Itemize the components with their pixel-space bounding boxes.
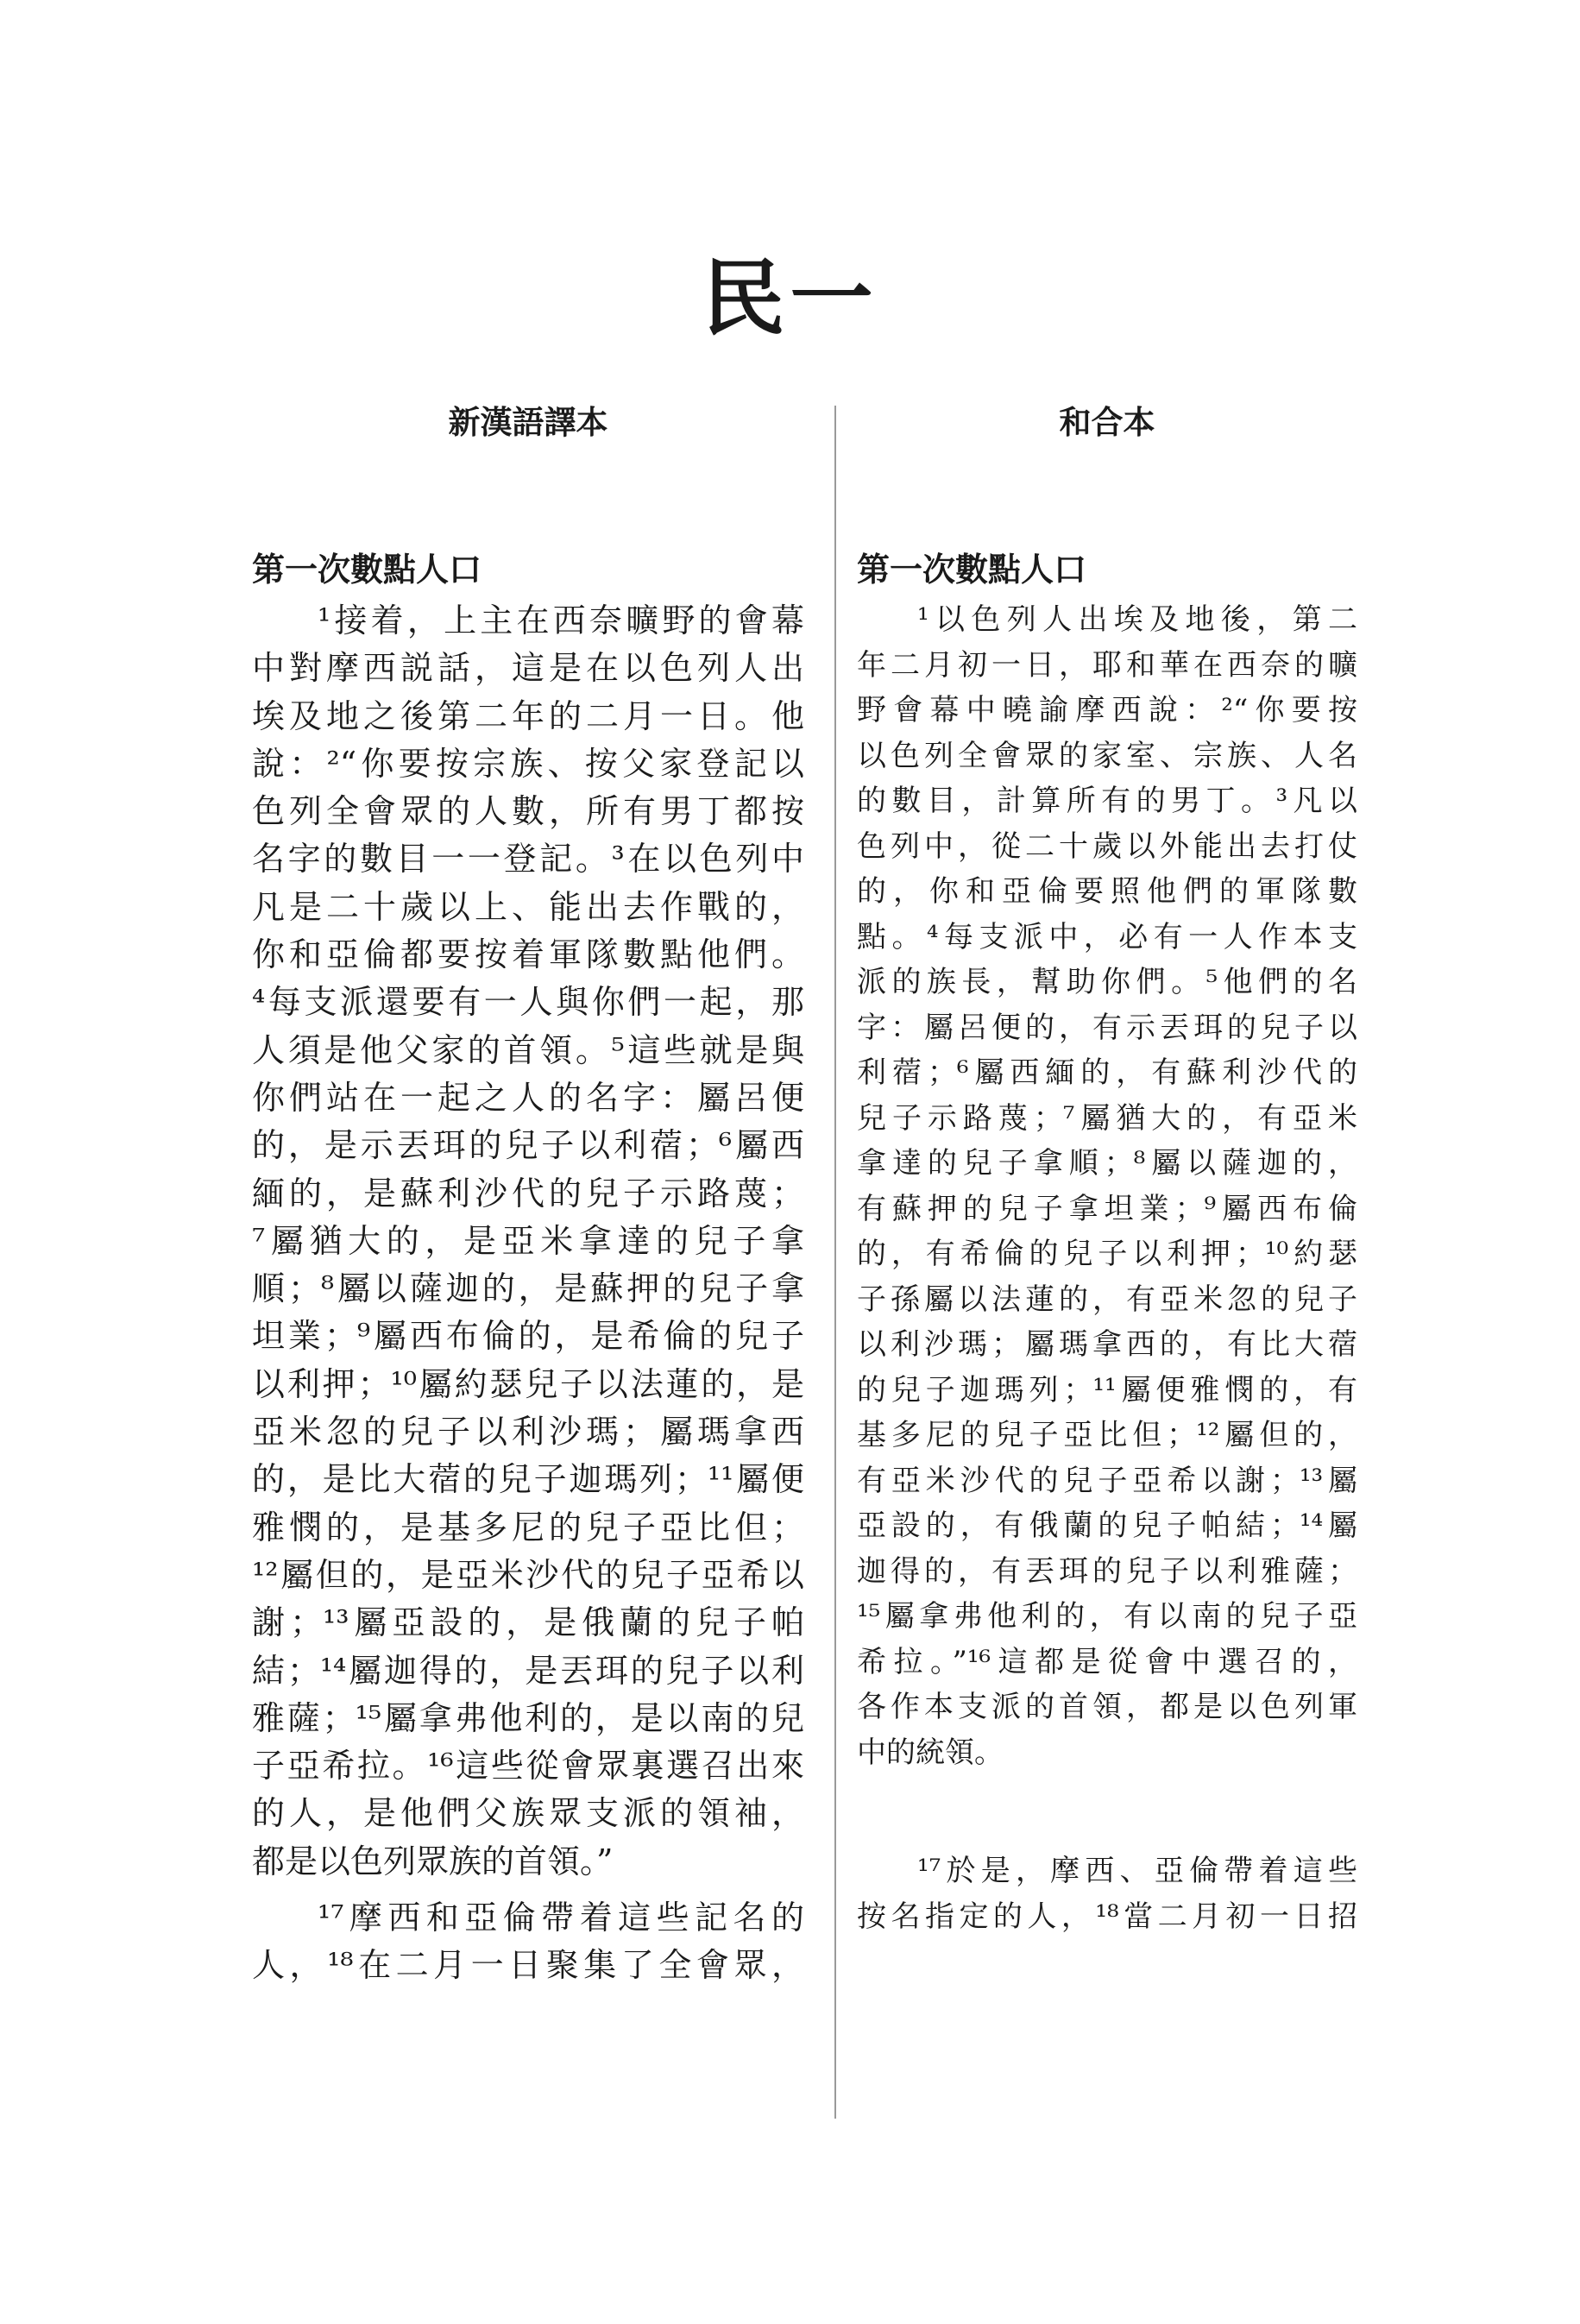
text-line: 順；⁸屬以薩迦的，是蘇押的兒子拿	[252, 1269, 804, 1308]
right-section-heading: 第一次數點人口	[857, 551, 1087, 589]
text-line: ¹以色列人出埃及地後，第二	[917, 602, 1357, 637]
text-line: 有亞米沙代的兒子亞希以謝；¹³屬	[857, 1463, 1357, 1498]
text-line: 人須是他父家的首領。⁵這些就是與	[252, 1030, 804, 1069]
text-line: 有蘇押的兒子拿坦業；⁹屬西布倫	[857, 1191, 1357, 1226]
text-line: 你們站在一起之人的名字：屬呂便	[252, 1078, 804, 1117]
text-line: 年二月初一日，耶和華在西奈的曠	[857, 647, 1357, 683]
left-text-body	[252, 597, 804, 1990]
text-line: 迦得的，有丟珥的兒子以利雅薩；	[857, 1553, 1357, 1589]
text-line: 以利沙瑪；屬瑪拿西的，有比大蓿	[857, 1327, 1357, 1362]
text-line: 緬的，是蘇利沙代的兒子示路蔑；	[252, 1174, 804, 1212]
text-line: 埃及地之後第二年的二月一日。他	[252, 696, 804, 735]
right-text-body	[857, 597, 1357, 1939]
text-line: 按名指定的人，¹⁸當二月初一日招	[857, 1899, 1357, 1934]
text-line: 色列中，從二十歲以外能出去打仗	[857, 828, 1357, 864]
text-line: ¹接着，上主在西奈曠野的會幕	[318, 601, 804, 639]
text-line: 亞米忽的兒子以利沙瑪；屬瑪拿西	[252, 1413, 804, 1452]
text-line: 兒子示路蔑；⁷屬猶大的，有亞米	[857, 1100, 1357, 1136]
left-column-new-chinese-version	[252, 397, 804, 1990]
text-line: 人，¹⁸在二月一日聚集了全會眾，	[252, 1946, 804, 1985]
text-line: 派的族長，幫助你們。⁵他們的名	[857, 965, 1357, 999]
text-line: 雅薩；¹⁵屬拿弗他利的，是以南的兒	[252, 1698, 804, 1737]
text-line: 子亞希拉。¹⁶這些從會眾裏選召出來	[252, 1747, 804, 1786]
text-line: ⁷屬猶大的，是亞米拿達的兒子拿	[252, 1221, 804, 1260]
text-line: 以利押；¹⁰屬約瑟兒子以法蓮的，是	[252, 1364, 804, 1403]
text-line: 利蓿；⁶屬西緬的，有蘇利沙代的	[857, 1055, 1357, 1090]
paragraph-gap	[857, 1775, 1357, 1848]
text-line: 你和亞倫都要按着軍隊數點他們。	[252, 935, 804, 974]
text-line: 的，是比大蓿的兒子迦瑪列；¹¹屬便	[252, 1460, 804, 1499]
text-line: ⁴每支派還要有一人與你們一起，那	[252, 983, 804, 1022]
text-line: ¹⁷於是，摩西、亞倫帶着這些	[917, 1854, 1357, 1888]
text-line: 基多尼的兒子亞比但；¹²屬但的，	[857, 1418, 1357, 1452]
text-line: 野會幕中曉諭摩西說：²“你要按	[857, 693, 1357, 727]
text-line: 中對摩西説話，這是在以色列人出	[252, 649, 804, 688]
text-line: 說：²“你要按宗族、按父家登記以	[252, 744, 804, 783]
text-line: 凡是二十歲以上、能出去作戰的，	[252, 887, 804, 926]
text-line: 亞設的，有俄蘭的兒子帕結；¹⁴屬	[857, 1508, 1357, 1543]
text-line: 結；¹⁴屬迦得的，是丟珥的兒子以利	[252, 1651, 804, 1690]
column-divider	[834, 406, 836, 2119]
text-line: 點。⁴每支派中，必有一人作本支	[857, 919, 1357, 954]
text-line: 名字的數目一一登記。³在以色列中	[252, 840, 804, 879]
text-line: ¹²屬但的，是亞米沙代的兒子亞希以	[252, 1555, 804, 1594]
text-line: 子孫屬以法蓮的，有亞米忽的兒子	[857, 1282, 1357, 1317]
text-line: 中的統領。	[857, 1735, 1004, 1770]
text-line: 的，你和亞倫要照他們的軍隊數	[857, 874, 1357, 909]
text-line: 色列全會眾的人數，所有男丁都按	[252, 792, 804, 831]
text-line: 的，是示丟珥的兒子以利蓿；⁶屬西	[252, 1126, 804, 1165]
text-line: 各作本支派的首領，都是以色列軍	[857, 1690, 1357, 1724]
right-column-union-version	[857, 397, 1357, 1939]
text-line: ¹⁵屬拿弗他利的，有以南的兒子亞	[857, 1599, 1357, 1634]
left-section-heading: 第一次數點人口	[252, 551, 482, 589]
paragraph-gap	[252, 1886, 804, 1894]
text-line: 的人，是他們父族眾支派的領袖，	[252, 1794, 804, 1833]
text-line: 的，有希倫的兒子以利押；¹⁰約瑟	[857, 1237, 1357, 1271]
text-line: 字：屬呂便的，有示丟珥的兒子以	[857, 1010, 1357, 1045]
text-line: ¹⁷摩西和亞倫帶着這些記名的	[318, 1899, 804, 1937]
text-line: 都是以色列眾族的首領。”	[252, 1842, 614, 1880]
text-line: 希拉。”¹⁶這都是從會中選召的，	[857, 1644, 1357, 1679]
page-title: 民一	[702, 250, 878, 347]
text-line: 以色列全會眾的家室、宗族、人名	[857, 738, 1357, 773]
text-line: 的兒子迦瑪列；¹¹屬便雅憫的，有	[857, 1372, 1357, 1408]
left-version-title: 新漢語譯本	[448, 404, 608, 441]
text-line: 謝；¹³屬亞設的，是俄蘭的兒子帕	[252, 1603, 804, 1642]
text-line: 的數目，計算所有的男丁。³凡以	[857, 784, 1357, 818]
right-version-title: 和合本	[1059, 404, 1155, 441]
text-line: 雅憫的，是基多尼的兒子亞比但；	[252, 1508, 804, 1546]
text-line: 坦業；⁹屬西布倫的，是希倫的兒子	[252, 1317, 804, 1356]
text-line: 拿達的兒子拿順；⁸屬以薩迦的，	[857, 1146, 1357, 1181]
